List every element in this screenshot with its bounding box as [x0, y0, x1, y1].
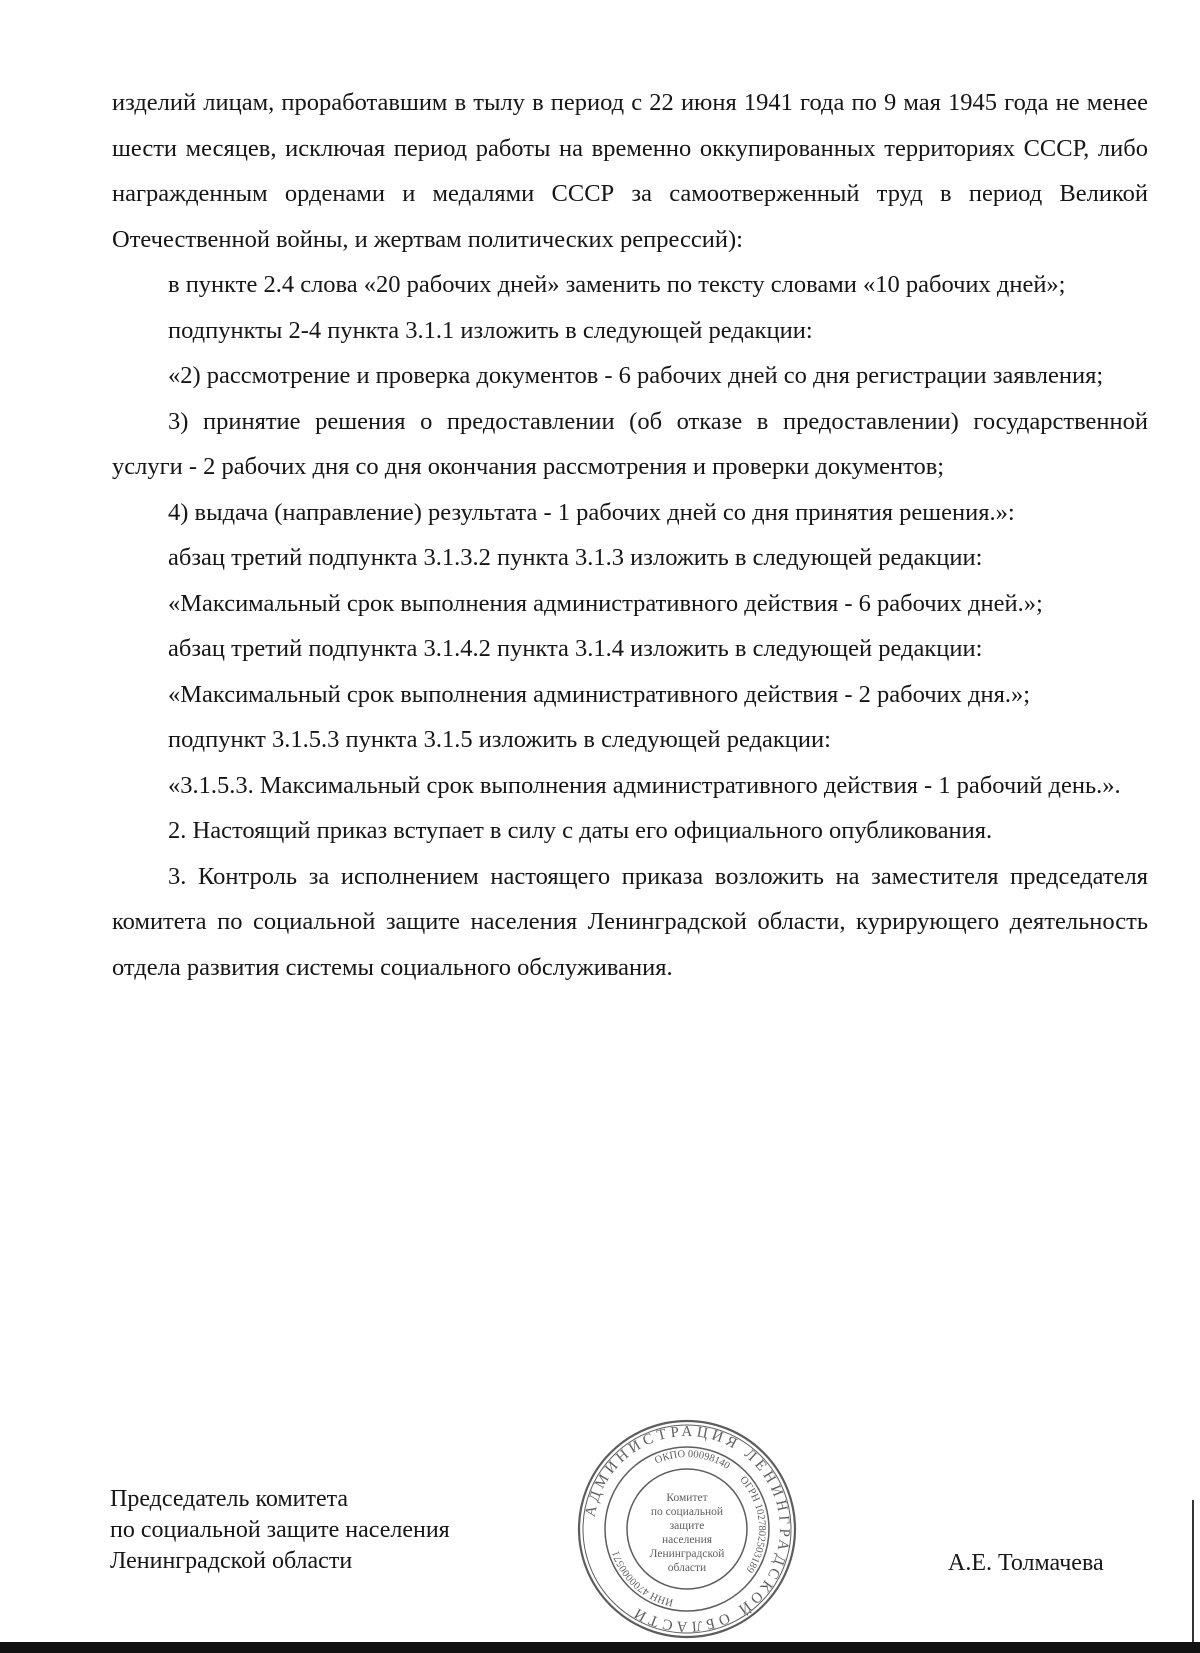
seal-center-line: Ленинградской — [649, 1548, 725, 1560]
official-seal — [575, 1417, 799, 1641]
paragraph: абзац третий подпункта 3.1.4.2 пункта 3.1.4 изложить в следующей редакции: — [168, 635, 983, 662]
paragraph: «Максимальный срок выполнения административного действия - 2 рабочих дня.»; — [168, 680, 1031, 708]
scan-edge-line — [1192, 1500, 1194, 1650]
seal-ogrn-text: ОГРН 1027802503189 — [737, 1474, 768, 1575]
paragraph: 4) выдача (направление) результата - 1 рабочих дней со дня принятия решения.»: — [168, 498, 1015, 526]
paragraph: 3. Контроль за исполнением настоящего приказа возложить на заместителя председателя комитета по социальной защите населения Ленинградской области, курирующего деятельность отдела развития системы социального обслуживания. — [112, 862, 1148, 981]
seal-outer-text: АДМИНИСТРАЦИЯ ЛЕНИНГРАДСКОЙ ОБЛАСТИ — [582, 1423, 793, 1635]
signatory-title-line: Ленинградской области — [110, 1548, 353, 1574]
document-body — [112, 80, 1148, 990]
signatory-name: А.Е. Толмачева — [948, 1550, 1104, 1576]
seal-okpo-text: ОКПО 00098140 — [653, 1448, 732, 1472]
seal-center-line: области — [667, 1562, 707, 1574]
paragraph: «2) рассмотрение и проверка документов - 6 рабочих дней со дня регистрации заявления; — [168, 362, 1104, 389]
signatory-title — [110, 1484, 450, 1577]
paragraph: подпункты 2-4 пункта 3.1.1 изложить в следующей редакции: — [168, 316, 813, 344]
paragraph: 3) принятие решения о предоставлении (об отказе в предоставлении) государственной услуги - 2 рабочих дня со дня окончания рассмотрения и проверки документов; — [112, 407, 1148, 480]
seal-center-line: Комитет — [666, 1492, 708, 1504]
signatory-title-line: Председатель комитета — [110, 1486, 349, 1512]
seal-inn-text: ИНН 4700000571 — [610, 1549, 675, 1608]
signatory-title-line: по социальной защите населения — [110, 1517, 450, 1543]
seal-center-line: по социальной — [650, 1506, 724, 1518]
paragraph: в пункте 2.4 слова «20 рабочих дней» заменить по тексту словами «10 рабочих дней»; — [168, 271, 1066, 298]
seal-center-line: защите — [669, 1520, 705, 1532]
paragraph: подпункт 3.1.5.3 пункта 3.1.5 изложить в следующей редакции: — [168, 726, 831, 753]
paragraph: «Максимальный срок выполнения административного действия - 6 рабочих дней.»; — [168, 589, 1043, 617]
paragraph: 2. Настоящий приказ вступает в силу с даты его официального опубликования. — [168, 817, 993, 844]
scan-bottom-border — [0, 1642, 1200, 1653]
paragraph: изделий лицам, проработавшим в тылу в период с 22 июня 1941 года по 9 мая 1945 года не менее шести месяцев, исключая период работы на временно оккупированных территориях СССР, либо награжденным орденами и медалями СССР за самоотверженный труд в период Великой Отечественной войны, и жертвам политических репрессий): — [112, 89, 1148, 253]
seal-center-line: населения — [661, 1534, 713, 1546]
paragraph: «3.1.5.3. Максимальный срок выполнения административного действия - 1 рабочий день.». — [168, 771, 1121, 799]
paragraph: абзац третий подпункта 3.1.3.2 пункта 3.1.3 изложить в следующей редакции: — [168, 544, 983, 571]
